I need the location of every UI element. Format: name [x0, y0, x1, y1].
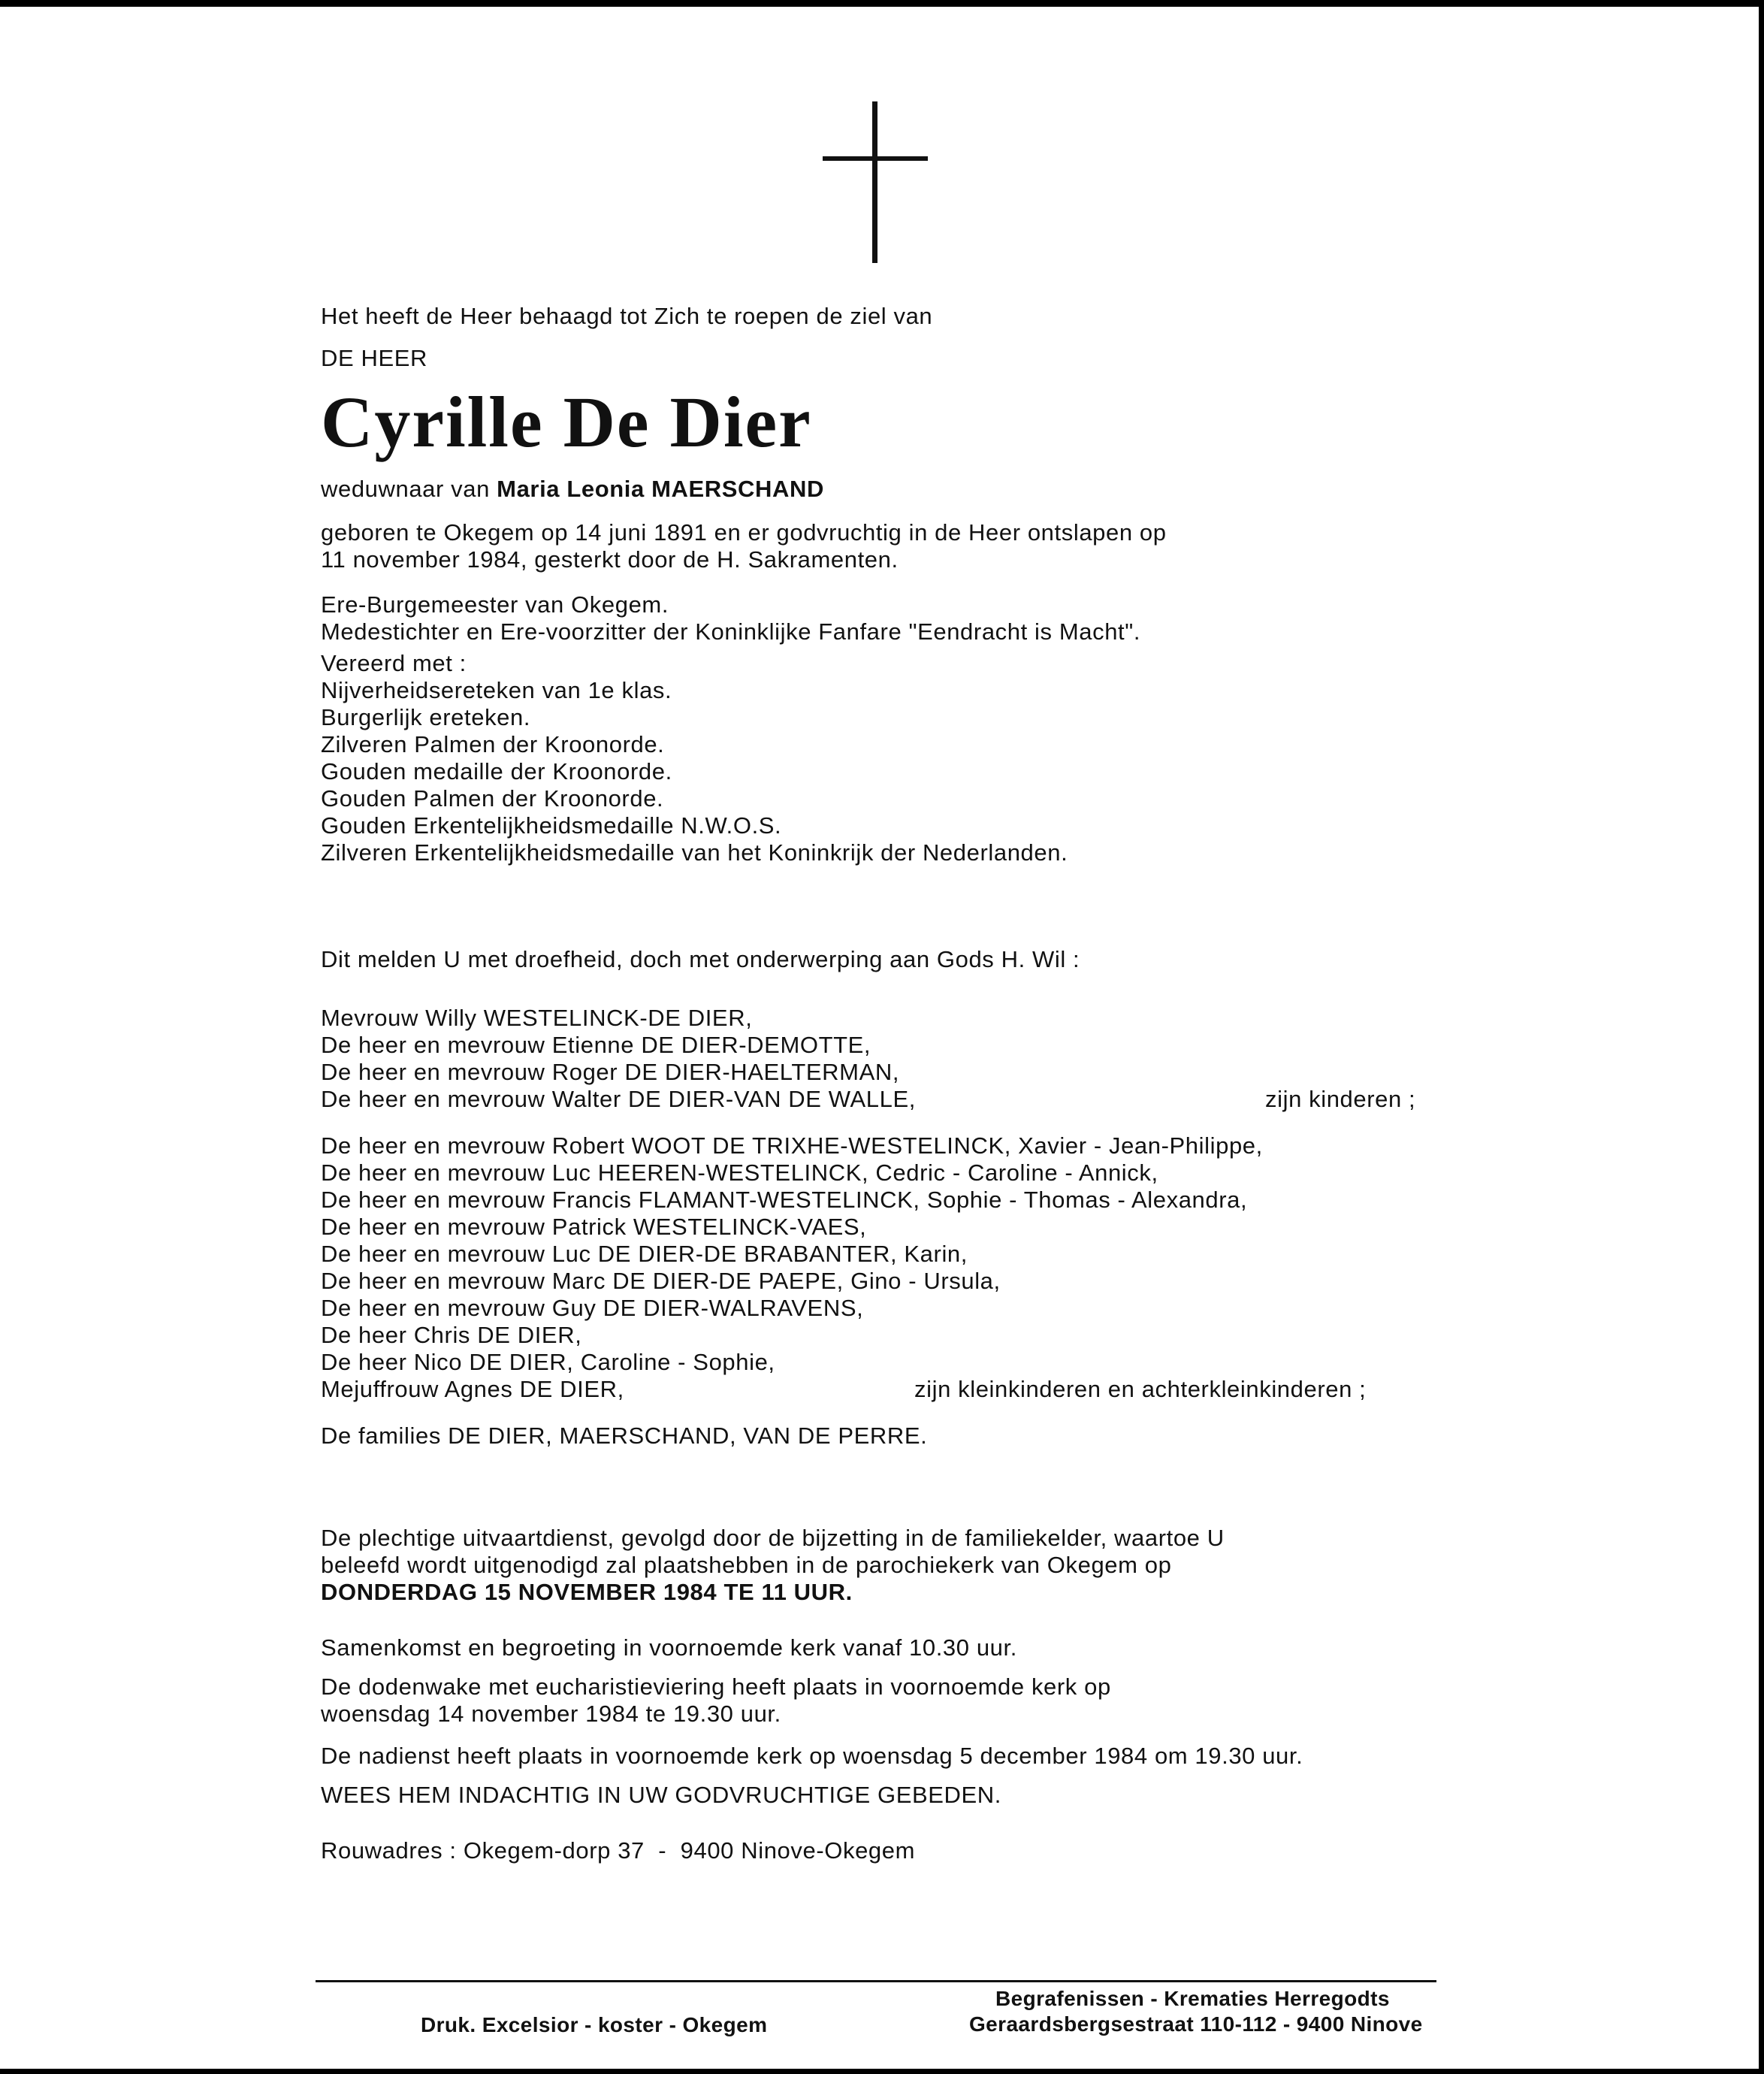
grandchild-line: Mejuffrouw Agnes DE DIER, [321, 1376, 624, 1402]
grandchild-line: De heer en mevrouw Luc DE DIER-DE BRABANTER, Karin, [321, 1241, 968, 1267]
service-line: De plechtige uitvaartdienst, gevolgd door de bijzetting in de familiekelder, waartoe U [321, 1525, 1225, 1551]
honor-item: Gouden medaille der Kroonorde. [321, 758, 672, 785]
obituary-body [321, 297, 1440, 1864]
title-prefix: DE HEER [321, 345, 428, 371]
grandchildren-label: zijn kleinkinderen en achterkleinkinderen ; [914, 1376, 1367, 1402]
honor-item: Zilveren Erkentelijkheidsmedaille van het Koninkrijk der Nederlanden. [321, 839, 1068, 866]
wake-block [321, 1673, 1440, 1728]
frame-top-border [0, 0, 1764, 7]
cross-icon-vertical [872, 101, 877, 263]
grandchild-line: De heer en mevrouw Luc HEEREN-WESTELINCK, Cedric - Caroline - Annick, [321, 1159, 1158, 1186]
footer-divider [316, 1980, 1436, 1982]
announcement: Dit melden U met droefheid, doch met onderwerping aan Gods H. Wil : [321, 946, 1080, 972]
families-line: De families DE DIER, MAERSCHAND, VAN DE PERRE. [321, 1422, 928, 1449]
grandchild-line: De heer en mevrouw Patrick WESTELINCK-VAES, [321, 1214, 867, 1240]
intro-text: Het heeft de Heer behaagd tot Zich te roepen de ziel van [321, 303, 933, 329]
spouse-prefix: weduwnaar van [321, 476, 490, 502]
honors-block [321, 650, 1440, 866]
prayer-line: WEES HEM INDACHTIG IN UW GODVRUCHTIGE GEBEDEN. [321, 1782, 1001, 1808]
role-line: Ere-Burgemeester van Okegem. [321, 591, 669, 618]
service-date: DONDERDAG 15 NOVEMBER 1984 TE 11 UUR. [321, 1579, 853, 1605]
grandchild-line: De heer Nico DE DIER, Caroline - Sophie, [321, 1349, 775, 1375]
child-row [321, 1086, 1440, 1113]
wake-line: woensdag 14 november 1984 te 19.30 uur. [321, 1701, 781, 1727]
spouse-line [321, 476, 1440, 503]
funeral-home-name: Begrafenissen - Krematies Herregodts [995, 1987, 1390, 2010]
grandchild-line: De heer Chris DE DIER, [321, 1322, 582, 1348]
grandchild-line: De heer en mevrouw Marc DE DIER-DE PAEPE, Gino - Ursula, [321, 1268, 1001, 1294]
grandchild-line: De heer en mevrouw Robert WOOT DE TRIXHE-WESTELINCK, Xavier - Jean-Philippe, [321, 1132, 1263, 1159]
grandchild-line: De heer en mevrouw Guy DE DIER-WALRAVENS, [321, 1295, 864, 1321]
grandchildren-block [321, 1132, 1440, 1403]
deceased-name: Cyrille De Dier [321, 382, 812, 462]
address-value: Okegem-dorp 37 - 9400 Ninove-Okegem [463, 1837, 916, 1864]
honor-item: Gouden Erkentelijkheidsmedaille N.W.O.S. [321, 812, 782, 839]
frame-right-border [1759, 0, 1764, 2074]
service-block [321, 1525, 1440, 1606]
gathering-line: Samenkomst en begroeting in voornoemde kerk vanaf 10.30 uur. [321, 1634, 1017, 1661]
printer-credit: Druk. Excelsior - koster - Okegem [421, 2013, 768, 2036]
child-line: De heer en mevrouw Roger DE DIER-HAELTERMAN, [321, 1059, 900, 1085]
roles-block [321, 591, 1440, 645]
honor-item: Burgerlijk ereteken. [321, 704, 531, 730]
spouse-name: Maria Leonia MAERSCHAND [497, 476, 824, 502]
honor-item: Nijverheidsereteken van 1e klas. [321, 677, 672, 703]
birth-line: geboren te Okegem op 14 juni 1891 en er godvruchtig in de Heer ontslapen op [321, 519, 1167, 546]
child-line: De heer en mevrouw Etienne DE DIER-DEMOTTE, [321, 1032, 871, 1058]
child-line: Mevrouw Willy WESTELINCK-DE DIER, [321, 1005, 753, 1031]
birth-line: 11 november 1984, gesterkt door de H. Sakramenten. [321, 546, 899, 573]
honors-title: Vereerd met : [321, 650, 467, 676]
grandchild-row [321, 1376, 1440, 1403]
role-line: Medestichter en Ere-voorzitter der Koninklijke Fanfare "Eendracht is Macht". [321, 618, 1141, 645]
frame-bottom-border [0, 2069, 1764, 2074]
after-service-line: De nadienst heeft plaats in voornoemde kerk op woensdag 5 december 1984 om 19.30 uur. [321, 1743, 1303, 1769]
cross-icon-horizontal [823, 156, 928, 161]
honor-item: Gouden Palmen der Kroonorde. [321, 785, 664, 812]
grandchild-line: De heer en mevrouw Francis FLAMANT-WESTELINCK, Sophie - Thomas - Alexandra, [321, 1187, 1248, 1213]
children-label: zijn kinderen ; [1265, 1086, 1416, 1112]
funeral-home-address: Geraardsbergsestraat 110-112 - 9400 Ninove [969, 2012, 1423, 2036]
service-line: beleefd wordt uitgenodigd zal plaatshebben in de parochiekerk van Okegem op [321, 1552, 1172, 1578]
wake-line: De dodenwake met eucharistieviering heeft plaats in voornoemde kerk op [321, 1673, 1111, 1700]
child-line: De heer en mevrouw Walter DE DIER-VAN DE WALLE, [321, 1086, 916, 1112]
address-line [321, 1837, 1440, 1864]
honor-item: Zilveren Palmen der Kroonorde. [321, 731, 665, 757]
children-block [321, 1005, 1440, 1113]
address-label: Rouwadres : [321, 1837, 457, 1864]
birth-block [321, 519, 1440, 573]
